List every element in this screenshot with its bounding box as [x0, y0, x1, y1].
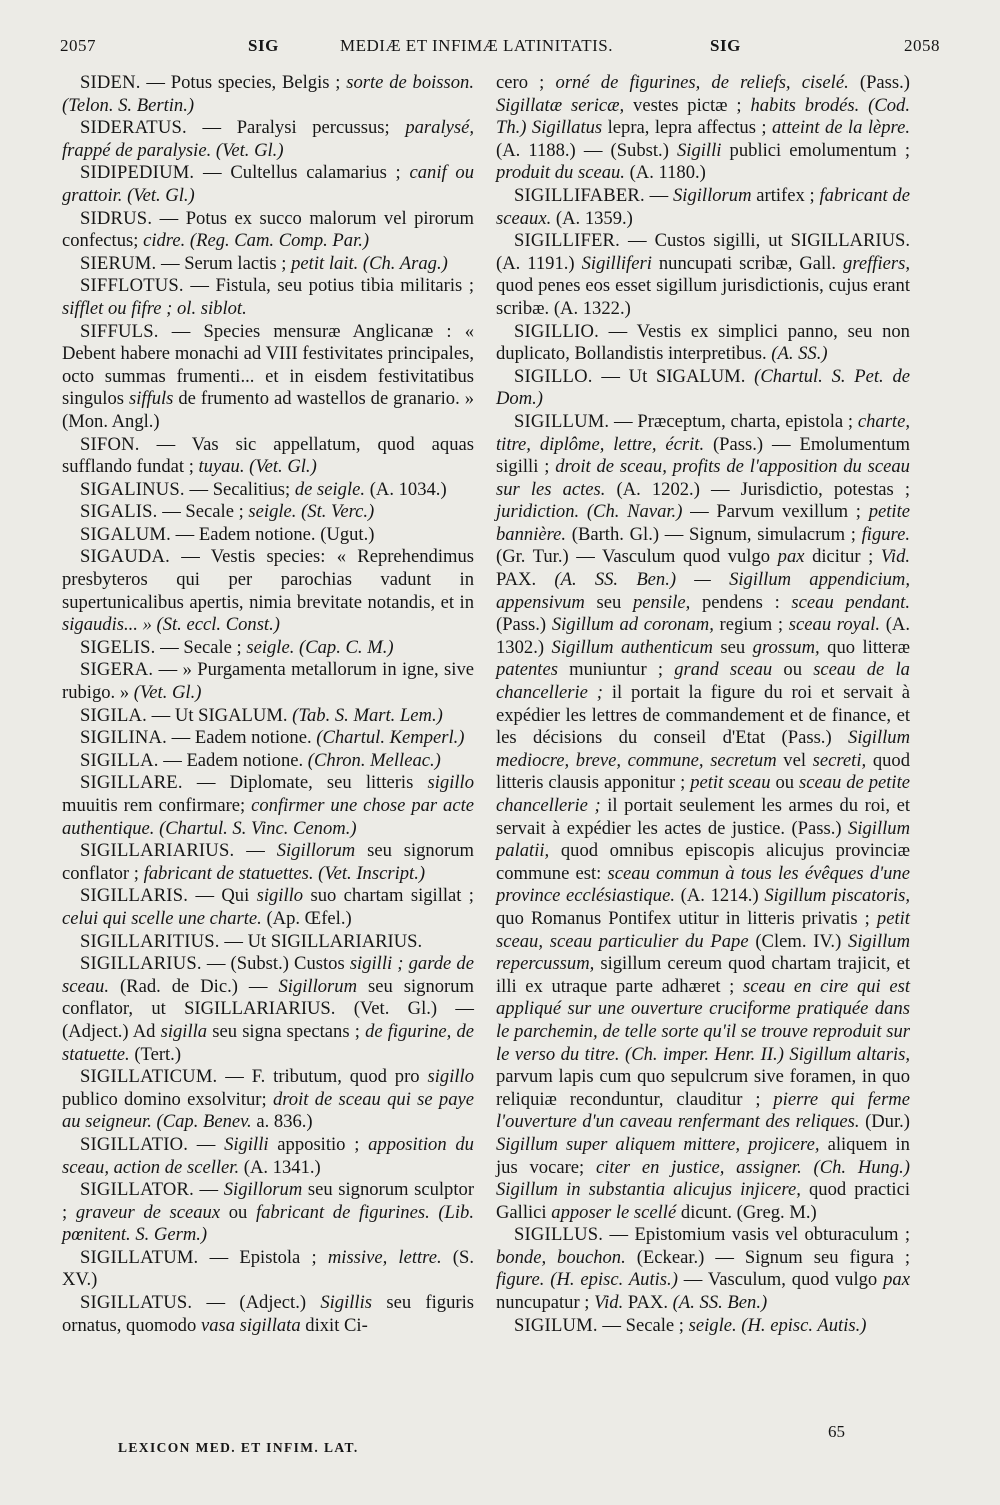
dictionary-entry — [62, 501, 474, 524]
entry-gloss-italic: fabricant de sceaux. — [496, 184, 910, 229]
entry-text: (A. 1034.) — [369, 478, 447, 500]
section-key-left: SIG — [248, 36, 279, 55]
entry-gloss-italic: Sigillis — [320, 1292, 373, 1314]
entry-text: (A. 1359.) — [555, 207, 633, 229]
entry-text: — Species mensuræ Anglicanæ : « Debent habere monachi ad VIII festivitates principales, octo summas frumenti... et in eisdem festivitatibus singulos — [62, 320, 474, 410]
entry-headword: SIGILLARITIUS. — [80, 930, 220, 952]
entry-headword: SIGILLO. — [514, 365, 593, 387]
entry-gloss-italic: Sigilli — [677, 139, 722, 161]
entry-gloss-italic: sigilli ; garde de sceau. — [62, 953, 474, 997]
entry-text: — (Adject.) — [206, 1292, 307, 1314]
entry-text: ou — [228, 1201, 248, 1223]
entry-gloss-italic: sigillo — [427, 772, 474, 794]
entry-headword: SIDIPEDIUM. — [80, 162, 195, 184]
entry-headword: SIGILLUM. — [514, 410, 610, 432]
entry-gloss-italic: patentes — [496, 659, 558, 681]
entry-text: — Eadem notione. — [163, 749, 304, 771]
dictionary-entry — [62, 321, 474, 434]
entry-gloss-italic: orné de figurines, de reliefs, ciselé. — [555, 72, 849, 93]
entry-text: regium ; — [719, 614, 784, 636]
entry-headword: SIGALIS. — [80, 501, 158, 523]
dictionary-entry — [62, 659, 474, 704]
entry-gloss-italic: (Vet. Gl.) — [133, 682, 202, 704]
entry-gloss-italic: (Chartul. Kemperl.) — [316, 727, 465, 749]
entry-text: seu signorum sculptor ; — [62, 1179, 475, 1223]
entry-text: suo chartam sigillat ; — [310, 885, 474, 907]
entry-gloss-italic: Sigillum authenticum — [551, 636, 713, 658]
entry-gloss-italic: (A. SS. Ben.) — [672, 1292, 768, 1314]
left-column — [62, 72, 474, 1337]
dictionary-entry — [62, 208, 474, 253]
dictionary-entry — [62, 434, 474, 479]
dictionary-entry — [62, 637, 474, 660]
entry-text: — Eadem notione. — [171, 727, 312, 749]
entry-text: (A. 1188.) — (Subst.) — [496, 139, 669, 161]
entry-gloss-italic: sigilla — [160, 1020, 208, 1042]
dictionary-entry — [62, 727, 474, 750]
entry-gloss-italic: pax — [883, 1269, 910, 1291]
dictionary-entry — [62, 253, 474, 276]
entry-gloss-italic: Sigillum palatii, — [496, 817, 910, 862]
entry-text: (Dur.) — [865, 1111, 910, 1133]
entry-text: — Secale ; — [160, 636, 242, 658]
entry-gloss-italic: (A. SS. Ben.) — Sigillum appendicium, appensivum — [496, 569, 910, 613]
entry-text: (A. 1341.) — [243, 1156, 321, 1178]
entry-gloss-italic: pensile, — [632, 591, 691, 613]
entry-headword: SIDERATUS. — [80, 117, 187, 139]
entry-text: pendens : — [701, 591, 780, 613]
dictionary-entry — [62, 931, 474, 954]
entry-text: seu signorum conflator, ut SIGILLARIARIUS. (Vet. Gl.) — (Adject.) Ad — [62, 975, 475, 1042]
dictionary-entry — [496, 1224, 910, 1314]
dictionary-entry — [62, 1066, 474, 1134]
entry-gloss-italic: figure. (H. episc. Autis.) — [496, 1269, 678, 1291]
entry-text: vestes pictæ ; — [633, 94, 742, 116]
entry-gloss-italic: missive, lettre. — [327, 1246, 442, 1268]
entry-text: (Gr. Tur.) — Vasculum quod vulgo — [496, 546, 771, 568]
entry-text: — Parvum vexillum ; — [690, 501, 861, 523]
entry-text: (Tert.) — [134, 1043, 182, 1065]
entry-headword: SIDRUS. — [80, 207, 153, 229]
entry-gloss-italic: droit de sceau qui se paye au seigneur. (Cap. Benev. — [62, 1088, 475, 1133]
entry-gloss-italic: Sigilliferi — [581, 252, 652, 274]
entry-gloss-italic: secreti, — [812, 749, 867, 771]
entry-headword: SIGALINUS. — [80, 478, 185, 500]
entry-gloss-italic: produit du sceau. — [496, 162, 625, 184]
entry-gloss-italic: tuyau. (Vet. Gl.) — [198, 456, 317, 478]
entry-gloss-italic: sceau en cire qui est appliqué sur une ouverture cruciforme pratiquée dans le parchemin, de telle sorte qu'il se trouve reproduit sur le verso du titre. (Ch. imper. Henr. II.) Sigillum altaris, — [496, 975, 910, 1065]
entry-gloss-italic: habits brodés. (Cod. Th.) Sigillatus — [496, 94, 910, 139]
entry-text: parvum lapis cum quo sepulcrum sive foramen, in quo reliquiæ reconduntur, clauditur ; — [496, 1066, 910, 1110]
entry-gloss-italic: sceau royal. — [788, 614, 881, 636]
entry-text: seu signa spectans ; — [212, 1020, 360, 1042]
entry-headword: SIGERA. — [80, 659, 154, 681]
dictionary-entry — [62, 705, 474, 728]
entry-text: (Ap. Œfel.) — [266, 907, 352, 929]
entry-gloss-italic: Sigillum piscatoris, — [764, 885, 911, 907]
entry-gloss-italic: Sigillum repercussum, — [496, 930, 910, 975]
dictionary-entry — [62, 72, 474, 117]
entry-text: seu — [596, 591, 622, 613]
entry-text: — Paralysi percussus; — [202, 117, 390, 139]
right-column — [496, 72, 910, 1337]
entry-text: cero ; — [496, 72, 545, 93]
dictionary-entry — [62, 1292, 474, 1337]
entry-gloss-italic: figure. — [861, 523, 910, 545]
entry-gloss-italic: sceau commun à tous les évêques d'une province ecclésiastique. — [496, 862, 910, 907]
entry-gloss-italic: Sigillum super aliquem mittere, projicere, — [496, 1133, 820, 1155]
entry-gloss-italic: sigaudis... » (St. eccl. Const.) — [62, 614, 280, 636]
entry-gloss-italic: charte, titre, diplôme, lettre, écrit. — [496, 410, 910, 455]
entry-text: (Rad. de Dic.) — — [119, 975, 268, 997]
entry-gloss-italic: (Chron. Melleac.) — [307, 749, 441, 771]
entry-text: il portait seulement les armes du roi, et servait à expédier les actes de justice. (Pass.) — [496, 795, 910, 839]
entry-headword: SIERUM. — [80, 252, 157, 274]
entry-text: quo litteræ — [827, 636, 911, 658]
entry-text: — Ut SIGILLARIARIUS. — [224, 930, 423, 952]
entry-gloss-italic: confirmer une chose par acte authentique. (Chartul. S. Vinc. Cenom.) — [62, 795, 475, 839]
entry-headword: SIFON. — [80, 433, 140, 455]
entry-gloss-italic: siffuls — [128, 388, 174, 410]
entry-text: (Barth. Gl.) — Signum, simulacrum ; — [571, 523, 856, 545]
entry-text: nuncupati scribæ, Gall. — [658, 252, 837, 274]
entry-headword: SIGILLIFER. — [514, 230, 621, 252]
entry-headword: SIGILLATOR. — [80, 1179, 194, 1201]
entry-gloss-italic: grossum, — [752, 636, 820, 658]
dictionary-entry — [62, 524, 474, 547]
entry-headword: SIGALUM. — [80, 523, 171, 545]
entry-gloss-italic: sifflet ou fifre ; ol. siblot. — [62, 297, 247, 319]
entry-text: — — [246, 840, 265, 862]
entry-text: — Potus species, Belgis ; — [146, 72, 341, 93]
entry-gloss-italic: Sigillorum — [276, 840, 356, 862]
entry-text: quod omnibus episcopis alicujus provinciæ commune est: — [496, 840, 911, 884]
entry-gloss-italic: Sigillatæ sericæ, — [496, 94, 625, 116]
dictionary-entry — [496, 321, 910, 366]
entry-headword: SIGILLARIUS. — [80, 953, 202, 975]
entry-text: quod litteris clausis apponitur ; — [496, 749, 910, 794]
entry-text: seu — [720, 636, 746, 658]
entry-gloss-italic: (Chartul. S. Pet. de Dom.) — [496, 365, 910, 410]
entry-gloss-italic: canif ou grattoir. (Vet. Gl.) — [62, 162, 474, 206]
entry-headword: SIGILINA. — [80, 727, 168, 749]
entry-headword: SIGILLATUM. — [80, 1246, 199, 1268]
dictionary-entry — [496, 230, 910, 320]
entry-text: nuncupatur ; — [496, 1292, 590, 1314]
section-key-right: SIG — [710, 36, 741, 55]
entry-text: muniuntur ; — [569, 659, 664, 681]
entry-gloss-italic: bonde, bouchon. — [496, 1246, 626, 1268]
entry-text: (Pass.) — [859, 72, 910, 93]
running-header — [58, 36, 940, 66]
entry-text: — Eadem notione. (Ugut.) — [175, 523, 375, 545]
entry-text: seu signorum conflator ; — [62, 840, 474, 884]
entry-gloss-italic: apposition du sceau, action de sceller. — [62, 1133, 474, 1178]
dictionary-entry — [62, 840, 474, 885]
dictionary-entry — [62, 1134, 474, 1179]
header-title: MEDIÆ ET INFIMÆ LATINITATIS. — [340, 36, 613, 55]
entry-gloss-italic: fabricant de statuettes. (Vet. Inscript.) — [143, 862, 426, 884]
dictionary-entry — [62, 885, 474, 930]
entry-text: — — [649, 184, 669, 206]
dictionary-entry — [496, 411, 910, 1224]
entry-gloss-italic: Vid. — [880, 546, 911, 568]
entry-text: quod penes eos esset sigillum jurisdictionis, cujus erant scribæ. (A. 1322.) — [496, 275, 910, 319]
entry-text: — Secale ; — [602, 1314, 684, 1336]
entry-gloss-italic: sigillo — [256, 885, 304, 907]
entry-gloss-italic: pax — [777, 546, 805, 568]
entry-gloss-italic: seigle. (Cap. C. M.) — [246, 636, 394, 658]
entry-text: — Epistomium vasis vel obturaculum ; — [609, 1224, 910, 1246]
entry-gloss-italic: (Tab. S. Mart. Lem.) — [292, 704, 443, 726]
entry-headword: SIGILLATIO. — [80, 1133, 189, 1155]
entry-gloss-italic: Sigilli — [224, 1133, 269, 1155]
entry-gloss-italic: seigle. (St. Verc.) — [248, 501, 375, 523]
entry-text: de frumento ad wastellos de granario. » (Mon. Angl.) — [62, 388, 475, 432]
entry-text: dicunt. (Greg. M.) — [680, 1201, 817, 1223]
entry-text: PAX. — [627, 1292, 669, 1314]
entry-headword: SIGILA. — [80, 704, 147, 726]
entry-text: — — [196, 1133, 216, 1155]
entry-gloss-italic: de figurine, de statuette. — [62, 1020, 474, 1065]
entry-text: — (Subst.) Custos — [206, 953, 345, 975]
entry-gloss-italic: petit sceau, sceau particulier du Pape — [496, 907, 910, 952]
entry-gloss-italic: de seigle. — [294, 478, 366, 500]
dictionary-entry — [62, 117, 474, 162]
entry-text: — Fistula, seu potius tibia militaris ; — [190, 275, 474, 297]
footer-signature: LEXICON MED. ET INFIM. LAT. — [118, 1440, 359, 1455]
entry-text: — Ut SIGALUM. — [601, 365, 746, 387]
entry-gloss-italic: Sigillorum — [278, 975, 358, 997]
entry-gloss-italic: sorte de boisson. (Telon. S. Bertin.) — [62, 72, 474, 116]
entry-gloss-italic: Vid. — [594, 1292, 624, 1314]
entry-text: publico domino exsolvitur; — [62, 1088, 267, 1110]
entry-gloss-italic: droit de sceau, profits de l'apposition du sceau sur les actes. — [496, 456, 910, 500]
entry-headword: SIGILLARE. — [80, 772, 183, 794]
entry-text: — F. tributum, quod pro — [225, 1066, 420, 1088]
dictionary-entry — [62, 1179, 474, 1247]
entry-text: appositio ; — [277, 1133, 360, 1155]
entry-text: muuitis rem confirmare; — [62, 795, 246, 816]
entry-text: — Vas sic appellatum, quod aquas sufflando fundat ; — [62, 433, 474, 478]
entry-headword: SIGILUM. — [514, 1314, 598, 1336]
entry-text: (Pass.) — Emolumentum sigilli ; — [496, 433, 910, 478]
entry-gloss-italic: vasa sigillata — [200, 1314, 301, 1336]
entry-gloss-italic: grand sceau — [674, 659, 773, 681]
dictionary-entry — [62, 953, 474, 1066]
entry-text: quod practici Gallici — [496, 1179, 910, 1223]
entry-text: — Potus ex succo malorum vel pirorum confectus; — [62, 207, 474, 252]
entry-gloss-italic: Sigillum mediocre, breve, commune, secretum — [496, 727, 910, 771]
entry-headword: SIGILLA. — [80, 749, 159, 771]
entry-text: (A. 1302.) — [496, 614, 911, 658]
page-number-right: 2058 — [904, 36, 940, 55]
footer-sheet-number: 65 — [828, 1422, 845, 1441]
entry-text: quo Romanus Pontifex utitur in litteris privatis ; — [496, 907, 870, 929]
entry-gloss-italic: (A. SS.) — [771, 343, 828, 365]
entry-text: — Vestis ex simplici panno, seu non duplicato, Bollandistis interpretibus. — [496, 320, 910, 365]
entry-text: (A. 1214.) — [680, 885, 759, 907]
entry-text: PAX. — [496, 569, 537, 591]
entry-headword: SIGELIS. — [80, 636, 156, 658]
entry-text: ou — [783, 659, 802, 681]
entry-headword: SIGILLUS. — [514, 1224, 604, 1246]
page-number-left: 2057 — [60, 36, 96, 55]
entry-headword: SIGILLARIS. — [80, 885, 189, 907]
entry-gloss-italic: sceau pendant. — [791, 591, 910, 613]
entry-gloss-italic: celui qui scelle une charte. — [62, 907, 262, 929]
entry-text: — » Purgamenta metallorum in igne, sive rubigo. » — [62, 659, 475, 704]
entry-headword: SIGILLIFABER. — [514, 184, 645, 206]
entry-text: — Secalitius; — [189, 478, 291, 500]
entry-text: — Serum lactis ; — [160, 252, 287, 274]
entry-text: sigillum cereum quod chartam trajicit, et illi ex utraque parte adhæret ; — [496, 953, 910, 997]
entry-gloss-italic: Sigillorum — [223, 1179, 303, 1201]
entry-text: — Diplomate, seu litteris — [196, 772, 414, 794]
entry-text: (A. 1202.) — Jurisdictio, potestas ; — [616, 478, 910, 500]
entry-text: il portait la figure du roi et servait à expédier les lettres de commandement et de finance, et les décisions du conseil d'Etat (Pass.) — [496, 682, 910, 749]
entry-headword: SIGILLARIARIUS. — [80, 840, 235, 862]
entry-gloss-italic: petite bannière. — [496, 501, 910, 545]
dictionary-entry — [62, 275, 474, 320]
entry-text: lepra, lepra affectus ; — [607, 117, 767, 139]
entry-gloss-italic: cidre. (Reg. Cam. Comp. Par.) — [143, 230, 370, 252]
entry-headword: SIGILLATICUM. — [80, 1066, 218, 1088]
entry-text: — Præceptum, charta, epistola ; — [614, 410, 854, 432]
entry-text: — Epistola ; — [209, 1246, 317, 1268]
entry-text: (Eckear.) — Signum seu figura ; — [636, 1246, 911, 1268]
entry-text: a. 836.) — [256, 1111, 313, 1133]
entry-text: seu figuris ornatus, quomodo — [62, 1292, 474, 1336]
entry-gloss-italic: atteint de la lèpre. — [772, 117, 910, 139]
entry-gloss-italic: fabricant de figurines. (Lib. pœnitent. S. Germ.) — [62, 1201, 474, 1246]
entry-gloss-italic: sigillo — [427, 1066, 474, 1088]
dictionary-entry — [496, 1315, 910, 1338]
entry-text: — Custos sigilli, ut SIGILLARIUS. (A. 1191.) — [496, 230, 910, 274]
entry-text: dixit Ci- — [305, 1314, 368, 1336]
entry-gloss-italic: graveur de sceaux — [75, 1201, 221, 1223]
entry-headword: SIGILLIO. — [514, 320, 599, 342]
entry-headword: SIFFULS. — [80, 320, 159, 342]
entry-text: (Clem. IV.) — [755, 930, 842, 952]
entry-text: — Qui — [195, 885, 250, 907]
entry-text: — Secale ; — [162, 501, 244, 523]
entry-gloss-italic: petit sceau — [690, 772, 771, 794]
entry-gloss-italic: sceau de la chancellerie ; — [496, 659, 910, 704]
entry-text: — Cultellus calamarius ; — [203, 162, 401, 184]
entry-text: (Pass.) — [496, 614, 547, 636]
entry-text: (A. 1180.) — [629, 162, 706, 184]
entry-headword: SIGILLATUS. — [80, 1292, 193, 1314]
dictionary-entry — [62, 1247, 474, 1292]
entry-gloss-italic: citer en justice, assigner. (Ch. Hung.) Sigillum in substantia alicujus injicere, — [496, 1156, 910, 1201]
dictionary-entry — [62, 750, 474, 773]
entry-gloss-italic: Sigillum ad coronam, — [551, 614, 714, 636]
entry-text: — Vestis species: « Reprehendimus presbyteros qui per parochias vadunt in supertunicalibus apertis, nimia brevitate notandis, et in — [62, 546, 474, 613]
dictionary-entry — [496, 72, 910, 185]
entry-gloss-italic: paralysé, frappé de paralysie. (Vet. Gl.) — [62, 117, 474, 161]
entry-text: — Ut SIGALUM. — [151, 704, 288, 726]
entry-text: aliquem in jus vocare; — [496, 1133, 910, 1178]
dictionary-entry — [496, 366, 910, 411]
dictionary-entry — [62, 546, 474, 636]
entry-text: ou — [775, 772, 795, 794]
entry-text: artifex ; — [756, 184, 815, 206]
entry-headword: SIDEN. — [80, 72, 141, 93]
entry-text: — Vasculum, quod vulgo — [683, 1269, 878, 1291]
entry-text: (S. XV.) — [62, 1246, 474, 1291]
dictionary-entry — [62, 772, 474, 840]
entry-headword: SIGAUDA. — [80, 546, 170, 568]
entry-gloss-italic: greffiers, — [843, 252, 910, 274]
entry-gloss-italic: juridiction. (Ch. Navar.) — [496, 501, 683, 523]
entry-gloss-italic: apposer le scellé — [551, 1201, 677, 1223]
entry-text: vel — [783, 749, 806, 771]
entry-text: dicitur ; — [812, 546, 874, 568]
dictionary-entry — [62, 479, 474, 502]
dictionary-entry — [496, 185, 910, 230]
entry-headword: SIFFLOTUS. — [80, 275, 184, 297]
entry-gloss-italic: Sigillorum — [672, 184, 752, 206]
entry-text: — — [199, 1179, 219, 1201]
entry-gloss-italic: sceau de petite chancellerie ; — [496, 772, 910, 816]
dictionary-entry — [62, 162, 474, 207]
entry-gloss-italic: pierre qui ferme l'ouverture d'un caveau renfermant des reliques. — [496, 1088, 910, 1133]
entry-gloss-italic: petit lait. (Ch. Arag.) — [291, 252, 448, 274]
entry-text: publici emolumentum ; — [729, 139, 910, 161]
entry-gloss-italic: seigle. (H. episc. Autis.) — [688, 1314, 867, 1336]
